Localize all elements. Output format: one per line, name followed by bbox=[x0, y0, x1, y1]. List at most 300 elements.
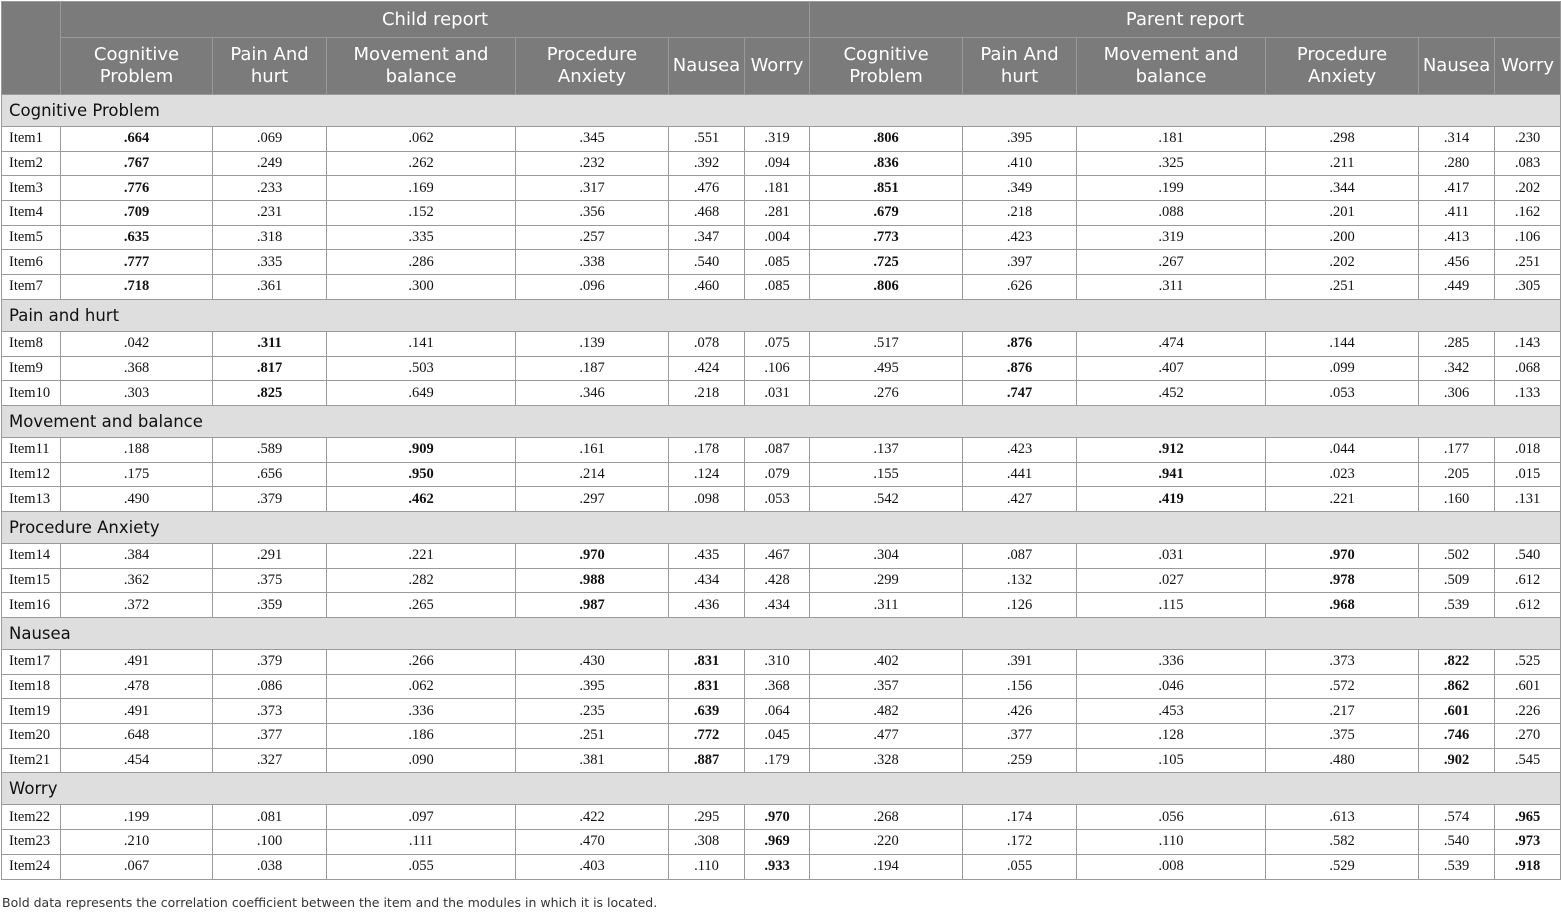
parent-value-cell: .495 bbox=[810, 356, 963, 381]
child-value-cell: .776 bbox=[61, 176, 213, 201]
parent-value-cell: .474 bbox=[1077, 331, 1266, 356]
parent-value-cell: .133 bbox=[1495, 381, 1561, 406]
parent-value-cell: .357 bbox=[810, 674, 963, 699]
child-value-cell: .265 bbox=[327, 593, 516, 618]
parent-value-cell: .156 bbox=[963, 674, 1077, 699]
parent-value-cell: .482 bbox=[810, 699, 963, 724]
child-value-cell: .551 bbox=[669, 127, 745, 152]
item-label: Item14 bbox=[2, 543, 61, 568]
child-value-cell: .291 bbox=[213, 543, 327, 568]
child-value-cell: .251 bbox=[516, 724, 669, 749]
table-body bbox=[2, 95, 1561, 880]
section-title: Worry bbox=[2, 773, 1561, 805]
parent-value-cell: .419 bbox=[1077, 487, 1266, 512]
parent-value-cell: .876 bbox=[963, 356, 1077, 381]
parent-value-cell: .441 bbox=[963, 462, 1077, 487]
child-value-cell: .286 bbox=[327, 250, 516, 275]
child-value-cell: .045 bbox=[745, 724, 810, 749]
child-value-cell: .435 bbox=[669, 543, 745, 568]
child-value-cell: .214 bbox=[516, 462, 669, 487]
child-value-cell: .141 bbox=[327, 331, 516, 356]
section-row bbox=[2, 405, 1561, 437]
child-value-cell: .375 bbox=[213, 568, 327, 593]
child-value-cell: .709 bbox=[61, 201, 213, 226]
child-value-cell: .825 bbox=[213, 381, 327, 406]
child-value-cell: .311 bbox=[213, 331, 327, 356]
child-value-cell: .042 bbox=[61, 331, 213, 356]
child-value-cell: .078 bbox=[669, 331, 745, 356]
parent-value-cell: .423 bbox=[963, 437, 1077, 462]
item-label: Item23 bbox=[2, 830, 61, 855]
child-value-cell: .152 bbox=[327, 201, 516, 226]
table-row bbox=[2, 854, 1561, 879]
child-value-cell: .111 bbox=[327, 830, 516, 855]
child-value-cell: .218 bbox=[669, 381, 745, 406]
table-row bbox=[2, 250, 1561, 275]
parent-value-cell: .336 bbox=[1077, 650, 1266, 675]
child-value-cell: .235 bbox=[516, 699, 669, 724]
table-row bbox=[2, 331, 1561, 356]
parent-value-cell: .053 bbox=[1266, 381, 1419, 406]
parent-value-cell: .539 bbox=[1419, 854, 1495, 879]
parent-value-cell: .298 bbox=[1266, 127, 1419, 152]
child-value-cell: .297 bbox=[516, 487, 669, 512]
parent-value-cell: .132 bbox=[963, 568, 1077, 593]
child-value-cell: .772 bbox=[669, 724, 745, 749]
child-value-cell: .428 bbox=[745, 568, 810, 593]
header-group-row bbox=[2, 2, 1561, 38]
child-value-cell: .639 bbox=[669, 699, 745, 724]
parent-report-header: Parent report bbox=[810, 2, 1561, 38]
parent-value-cell: .423 bbox=[963, 225, 1077, 250]
parent-value-cell: .806 bbox=[810, 275, 963, 300]
child-col-nausea: Nausea bbox=[669, 38, 745, 95]
child-value-cell: .392 bbox=[669, 151, 745, 176]
parent-value-cell: .325 bbox=[1077, 151, 1266, 176]
parent-value-cell: .978 bbox=[1266, 568, 1419, 593]
parent-value-cell: .342 bbox=[1419, 356, 1495, 381]
child-value-cell: .589 bbox=[213, 437, 327, 462]
child-value-cell: .635 bbox=[61, 225, 213, 250]
section-row bbox=[2, 618, 1561, 650]
child-value-cell: .161 bbox=[516, 437, 669, 462]
child-value-cell: .454 bbox=[61, 748, 213, 773]
child-value-cell: .098 bbox=[669, 487, 745, 512]
parent-value-cell: .725 bbox=[810, 250, 963, 275]
parent-col-movement: Movement and balance bbox=[1077, 38, 1266, 95]
parent-value-cell: .806 bbox=[810, 127, 963, 152]
parent-value-cell: .509 bbox=[1419, 568, 1495, 593]
child-value-cell: .379 bbox=[213, 487, 327, 512]
parent-value-cell: .427 bbox=[963, 487, 1077, 512]
table-row bbox=[2, 275, 1561, 300]
parent-value-cell: .270 bbox=[1495, 724, 1561, 749]
child-value-cell: .356 bbox=[516, 201, 669, 226]
child-value-cell: .232 bbox=[516, 151, 669, 176]
child-value-cell: .970 bbox=[745, 805, 810, 830]
parent-value-cell: .407 bbox=[1077, 356, 1266, 381]
child-value-cell: .470 bbox=[516, 830, 669, 855]
section-row bbox=[2, 95, 1561, 127]
child-value-cell: .649 bbox=[327, 381, 516, 406]
child-value-cell: .381 bbox=[516, 748, 669, 773]
child-value-cell: .831 bbox=[669, 674, 745, 699]
parent-value-cell: .276 bbox=[810, 381, 963, 406]
parent-value-cell: .259 bbox=[963, 748, 1077, 773]
parent-value-cell: .201 bbox=[1266, 201, 1419, 226]
parent-col-pain: Pain And hurt bbox=[963, 38, 1077, 95]
parent-value-cell: .172 bbox=[963, 830, 1077, 855]
child-value-cell: .100 bbox=[213, 830, 327, 855]
parent-value-cell: .299 bbox=[810, 568, 963, 593]
child-value-cell: .062 bbox=[327, 127, 516, 152]
child-value-cell: .540 bbox=[669, 250, 745, 275]
parent-value-cell: .746 bbox=[1419, 724, 1495, 749]
table-row bbox=[2, 225, 1561, 250]
child-report-header: Child report bbox=[61, 2, 810, 38]
parent-value-cell: .044 bbox=[1266, 437, 1419, 462]
item-label: Item3 bbox=[2, 176, 61, 201]
parent-value-cell: .574 bbox=[1419, 805, 1495, 830]
child-value-cell: .988 bbox=[516, 568, 669, 593]
parent-value-cell: .626 bbox=[963, 275, 1077, 300]
child-value-cell: .087 bbox=[745, 437, 810, 462]
table-row bbox=[2, 487, 1561, 512]
parent-value-cell: .328 bbox=[810, 748, 963, 773]
parent-value-cell: .572 bbox=[1266, 674, 1419, 699]
child-value-cell: .777 bbox=[61, 250, 213, 275]
child-value-cell: .067 bbox=[61, 854, 213, 879]
child-value-cell: .887 bbox=[669, 748, 745, 773]
parent-value-cell: .027 bbox=[1077, 568, 1266, 593]
item-label: Item7 bbox=[2, 275, 61, 300]
child-col-procedure: Procedure Anxiety bbox=[516, 38, 669, 95]
parent-value-cell: .822 bbox=[1419, 650, 1495, 675]
item-label: Item8 bbox=[2, 331, 61, 356]
parent-value-cell: .613 bbox=[1266, 805, 1419, 830]
section-title: Cognitive Problem bbox=[2, 95, 1561, 127]
table-row bbox=[2, 151, 1561, 176]
child-value-cell: .090 bbox=[327, 748, 516, 773]
child-value-cell: .004 bbox=[745, 225, 810, 250]
parent-value-cell: .174 bbox=[963, 805, 1077, 830]
table-row bbox=[2, 462, 1561, 487]
child-value-cell: .503 bbox=[327, 356, 516, 381]
parent-value-cell: .862 bbox=[1419, 674, 1495, 699]
child-value-cell: .318 bbox=[213, 225, 327, 250]
parent-value-cell: .851 bbox=[810, 176, 963, 201]
parent-value-cell: .177 bbox=[1419, 437, 1495, 462]
item-label: Item15 bbox=[2, 568, 61, 593]
parent-col-nausea: Nausea bbox=[1419, 38, 1495, 95]
child-value-cell: .327 bbox=[213, 748, 327, 773]
child-value-cell: .031 bbox=[745, 381, 810, 406]
item-label: Item10 bbox=[2, 381, 61, 406]
parent-value-cell: .456 bbox=[1419, 250, 1495, 275]
child-value-cell: .085 bbox=[745, 275, 810, 300]
parent-value-cell: .211 bbox=[1266, 151, 1419, 176]
table-row bbox=[2, 437, 1561, 462]
parent-value-cell: .679 bbox=[810, 201, 963, 226]
parent-value-cell: .453 bbox=[1077, 699, 1266, 724]
parent-value-cell: .582 bbox=[1266, 830, 1419, 855]
child-value-cell: .368 bbox=[61, 356, 213, 381]
parent-col-cognitive: Cognitive Problem bbox=[810, 38, 963, 95]
parent-value-cell: .540 bbox=[1419, 830, 1495, 855]
child-value-cell: .295 bbox=[669, 805, 745, 830]
parent-value-cell: .902 bbox=[1419, 748, 1495, 773]
child-value-cell: .379 bbox=[213, 650, 327, 675]
child-value-cell: .467 bbox=[745, 543, 810, 568]
table-row bbox=[2, 593, 1561, 618]
item-label: Item19 bbox=[2, 699, 61, 724]
item-label: Item9 bbox=[2, 356, 61, 381]
parent-value-cell: .540 bbox=[1495, 543, 1561, 568]
child-value-cell: .335 bbox=[327, 225, 516, 250]
child-value-cell: .249 bbox=[213, 151, 327, 176]
parent-value-cell: .068 bbox=[1495, 356, 1561, 381]
parent-value-cell: .417 bbox=[1419, 176, 1495, 201]
child-value-cell: .648 bbox=[61, 724, 213, 749]
item-label: Item13 bbox=[2, 487, 61, 512]
parent-value-cell: .517 bbox=[810, 331, 963, 356]
parent-value-cell: .230 bbox=[1495, 127, 1561, 152]
parent-value-cell: .280 bbox=[1419, 151, 1495, 176]
child-col-worry: Worry bbox=[745, 38, 810, 95]
parent-value-cell: .970 bbox=[1266, 543, 1419, 568]
table-footnote: Bold data represents the correlation coefficient between the item and the modules in which it is located. bbox=[2, 895, 658, 910]
parent-value-cell: .023 bbox=[1266, 462, 1419, 487]
parent-value-cell: .251 bbox=[1495, 250, 1561, 275]
child-value-cell: .097 bbox=[327, 805, 516, 830]
section-title: Movement and balance bbox=[2, 405, 1561, 437]
item-label: Item20 bbox=[2, 724, 61, 749]
parent-value-cell: .449 bbox=[1419, 275, 1495, 300]
child-col-cognitive: Cognitive Problem bbox=[61, 38, 213, 95]
child-value-cell: .434 bbox=[669, 568, 745, 593]
child-value-cell: .233 bbox=[213, 176, 327, 201]
item-label: Item4 bbox=[2, 201, 61, 226]
child-value-cell: .179 bbox=[745, 748, 810, 773]
parent-value-cell: .126 bbox=[963, 593, 1077, 618]
parent-value-cell: .305 bbox=[1495, 275, 1561, 300]
parent-value-cell: .106 bbox=[1495, 225, 1561, 250]
item-label: Item16 bbox=[2, 593, 61, 618]
parent-value-cell: .221 bbox=[1266, 487, 1419, 512]
parent-value-cell: .612 bbox=[1495, 593, 1561, 618]
parent-value-cell: .087 bbox=[963, 543, 1077, 568]
parent-value-cell: .968 bbox=[1266, 593, 1419, 618]
parent-value-cell: .480 bbox=[1266, 748, 1419, 773]
parent-value-cell: .397 bbox=[963, 250, 1077, 275]
table-row bbox=[2, 127, 1561, 152]
parent-value-cell: .395 bbox=[963, 127, 1077, 152]
item-label: Item5 bbox=[2, 225, 61, 250]
child-value-cell: .909 bbox=[327, 437, 516, 462]
parent-value-cell: .612 bbox=[1495, 568, 1561, 593]
parent-value-cell: .046 bbox=[1077, 674, 1266, 699]
parent-value-cell: .477 bbox=[810, 724, 963, 749]
item-label: Item18 bbox=[2, 674, 61, 699]
parent-value-cell: .525 bbox=[1495, 650, 1561, 675]
parent-value-cell: .202 bbox=[1266, 250, 1419, 275]
child-value-cell: .169 bbox=[327, 176, 516, 201]
child-value-cell: .718 bbox=[61, 275, 213, 300]
table-row bbox=[2, 568, 1561, 593]
child-value-cell: .199 bbox=[61, 805, 213, 830]
parent-value-cell: .747 bbox=[963, 381, 1077, 406]
parent-value-cell: .311 bbox=[1077, 275, 1266, 300]
parent-value-cell: .251 bbox=[1266, 275, 1419, 300]
table-row bbox=[2, 699, 1561, 724]
parent-value-cell: .965 bbox=[1495, 805, 1561, 830]
child-value-cell: .038 bbox=[213, 854, 327, 879]
child-value-cell: .319 bbox=[745, 127, 810, 152]
child-value-cell: .656 bbox=[213, 462, 327, 487]
table-row bbox=[2, 543, 1561, 568]
child-value-cell: .064 bbox=[745, 699, 810, 724]
parent-value-cell: .373 bbox=[1266, 650, 1419, 675]
child-value-cell: .347 bbox=[669, 225, 745, 250]
child-value-cell: .221 bbox=[327, 543, 516, 568]
table-row bbox=[2, 724, 1561, 749]
parent-value-cell: .144 bbox=[1266, 331, 1419, 356]
parent-value-cell: .056 bbox=[1077, 805, 1266, 830]
parent-value-cell: .542 bbox=[810, 487, 963, 512]
parent-value-cell: .319 bbox=[1077, 225, 1266, 250]
child-value-cell: .395 bbox=[516, 674, 669, 699]
parent-value-cell: .304 bbox=[810, 543, 963, 568]
parent-value-cell: .143 bbox=[1495, 331, 1561, 356]
child-value-cell: .303 bbox=[61, 381, 213, 406]
child-value-cell: .491 bbox=[61, 650, 213, 675]
parent-value-cell: .375 bbox=[1266, 724, 1419, 749]
child-value-cell: .210 bbox=[61, 830, 213, 855]
child-value-cell: .110 bbox=[669, 854, 745, 879]
item-label: Item21 bbox=[2, 748, 61, 773]
table-row bbox=[2, 748, 1561, 773]
parent-value-cell: .226 bbox=[1495, 699, 1561, 724]
child-value-cell: .086 bbox=[213, 674, 327, 699]
parent-value-cell: .218 bbox=[963, 201, 1077, 226]
child-value-cell: .434 bbox=[745, 593, 810, 618]
parent-value-cell: .088 bbox=[1077, 201, 1266, 226]
section-row bbox=[2, 773, 1561, 805]
child-value-cell: .372 bbox=[61, 593, 213, 618]
parent-value-cell: .181 bbox=[1077, 127, 1266, 152]
parent-value-cell: .083 bbox=[1495, 151, 1561, 176]
parent-value-cell: .105 bbox=[1077, 748, 1266, 773]
child-value-cell: .053 bbox=[745, 487, 810, 512]
parent-value-cell: .115 bbox=[1077, 593, 1266, 618]
parent-value-cell: .411 bbox=[1419, 201, 1495, 226]
parent-value-cell: .131 bbox=[1495, 487, 1561, 512]
child-value-cell: .462 bbox=[327, 487, 516, 512]
parent-value-cell: .545 bbox=[1495, 748, 1561, 773]
child-value-cell: .188 bbox=[61, 437, 213, 462]
parent-value-cell: .426 bbox=[963, 699, 1077, 724]
parent-value-cell: .941 bbox=[1077, 462, 1266, 487]
parent-value-cell: .973 bbox=[1495, 830, 1561, 855]
child-value-cell: .831 bbox=[669, 650, 745, 675]
parent-value-cell: .267 bbox=[1077, 250, 1266, 275]
parent-value-cell: .199 bbox=[1077, 176, 1266, 201]
parent-value-cell: .137 bbox=[810, 437, 963, 462]
child-value-cell: .424 bbox=[669, 356, 745, 381]
child-value-cell: .085 bbox=[745, 250, 810, 275]
parent-value-cell: .155 bbox=[810, 462, 963, 487]
child-value-cell: .300 bbox=[327, 275, 516, 300]
parent-value-cell: .110 bbox=[1077, 830, 1266, 855]
parent-value-cell: .018 bbox=[1495, 437, 1561, 462]
child-value-cell: .181 bbox=[745, 176, 810, 201]
item-label: Item17 bbox=[2, 650, 61, 675]
parent-value-cell: .306 bbox=[1419, 381, 1495, 406]
parent-value-cell: .202 bbox=[1495, 176, 1561, 201]
child-value-cell: .187 bbox=[516, 356, 669, 381]
parent-value-cell: .015 bbox=[1495, 462, 1561, 487]
parent-value-cell: .502 bbox=[1419, 543, 1495, 568]
parent-value-cell: .413 bbox=[1419, 225, 1495, 250]
parent-value-cell: .194 bbox=[810, 854, 963, 879]
child-value-cell: .970 bbox=[516, 543, 669, 568]
item-label: Item2 bbox=[2, 151, 61, 176]
child-value-cell: .767 bbox=[61, 151, 213, 176]
parent-value-cell: .836 bbox=[810, 151, 963, 176]
parent-value-cell: .217 bbox=[1266, 699, 1419, 724]
child-value-cell: .335 bbox=[213, 250, 327, 275]
child-value-cell: .231 bbox=[213, 201, 327, 226]
parent-value-cell: .162 bbox=[1495, 201, 1561, 226]
section-row bbox=[2, 511, 1561, 543]
parent-value-cell: .410 bbox=[963, 151, 1077, 176]
child-value-cell: .336 bbox=[327, 699, 516, 724]
table-header bbox=[2, 2, 1561, 95]
item-label: Item22 bbox=[2, 805, 61, 830]
child-value-cell: .468 bbox=[669, 201, 745, 226]
child-value-cell: .310 bbox=[745, 650, 810, 675]
parent-value-cell: .055 bbox=[963, 854, 1077, 879]
section-title: Pain and hurt bbox=[2, 299, 1561, 331]
child-value-cell: .345 bbox=[516, 127, 669, 152]
item-label: Item24 bbox=[2, 854, 61, 879]
parent-value-cell: .601 bbox=[1419, 699, 1495, 724]
child-value-cell: .664 bbox=[61, 127, 213, 152]
table-row bbox=[2, 356, 1561, 381]
table-row bbox=[2, 805, 1561, 830]
child-value-cell: .436 bbox=[669, 593, 745, 618]
child-value-cell: .460 bbox=[669, 275, 745, 300]
child-value-cell: .075 bbox=[745, 331, 810, 356]
child-value-cell: .346 bbox=[516, 381, 669, 406]
child-value-cell: .096 bbox=[516, 275, 669, 300]
correlation-table bbox=[1, 1, 1561, 880]
table-row bbox=[2, 674, 1561, 699]
parent-value-cell: .529 bbox=[1266, 854, 1419, 879]
item-label: Item11 bbox=[2, 437, 61, 462]
child-value-cell: .106 bbox=[745, 356, 810, 381]
header-column-row bbox=[2, 38, 1561, 95]
child-value-cell: .373 bbox=[213, 699, 327, 724]
child-value-cell: .969 bbox=[745, 830, 810, 855]
child-value-cell: .933 bbox=[745, 854, 810, 879]
child-value-cell: .368 bbox=[745, 674, 810, 699]
child-value-cell: .359 bbox=[213, 593, 327, 618]
child-value-cell: .178 bbox=[669, 437, 745, 462]
child-value-cell: .175 bbox=[61, 462, 213, 487]
parent-value-cell: .285 bbox=[1419, 331, 1495, 356]
header-corner-cell bbox=[2, 2, 61, 95]
